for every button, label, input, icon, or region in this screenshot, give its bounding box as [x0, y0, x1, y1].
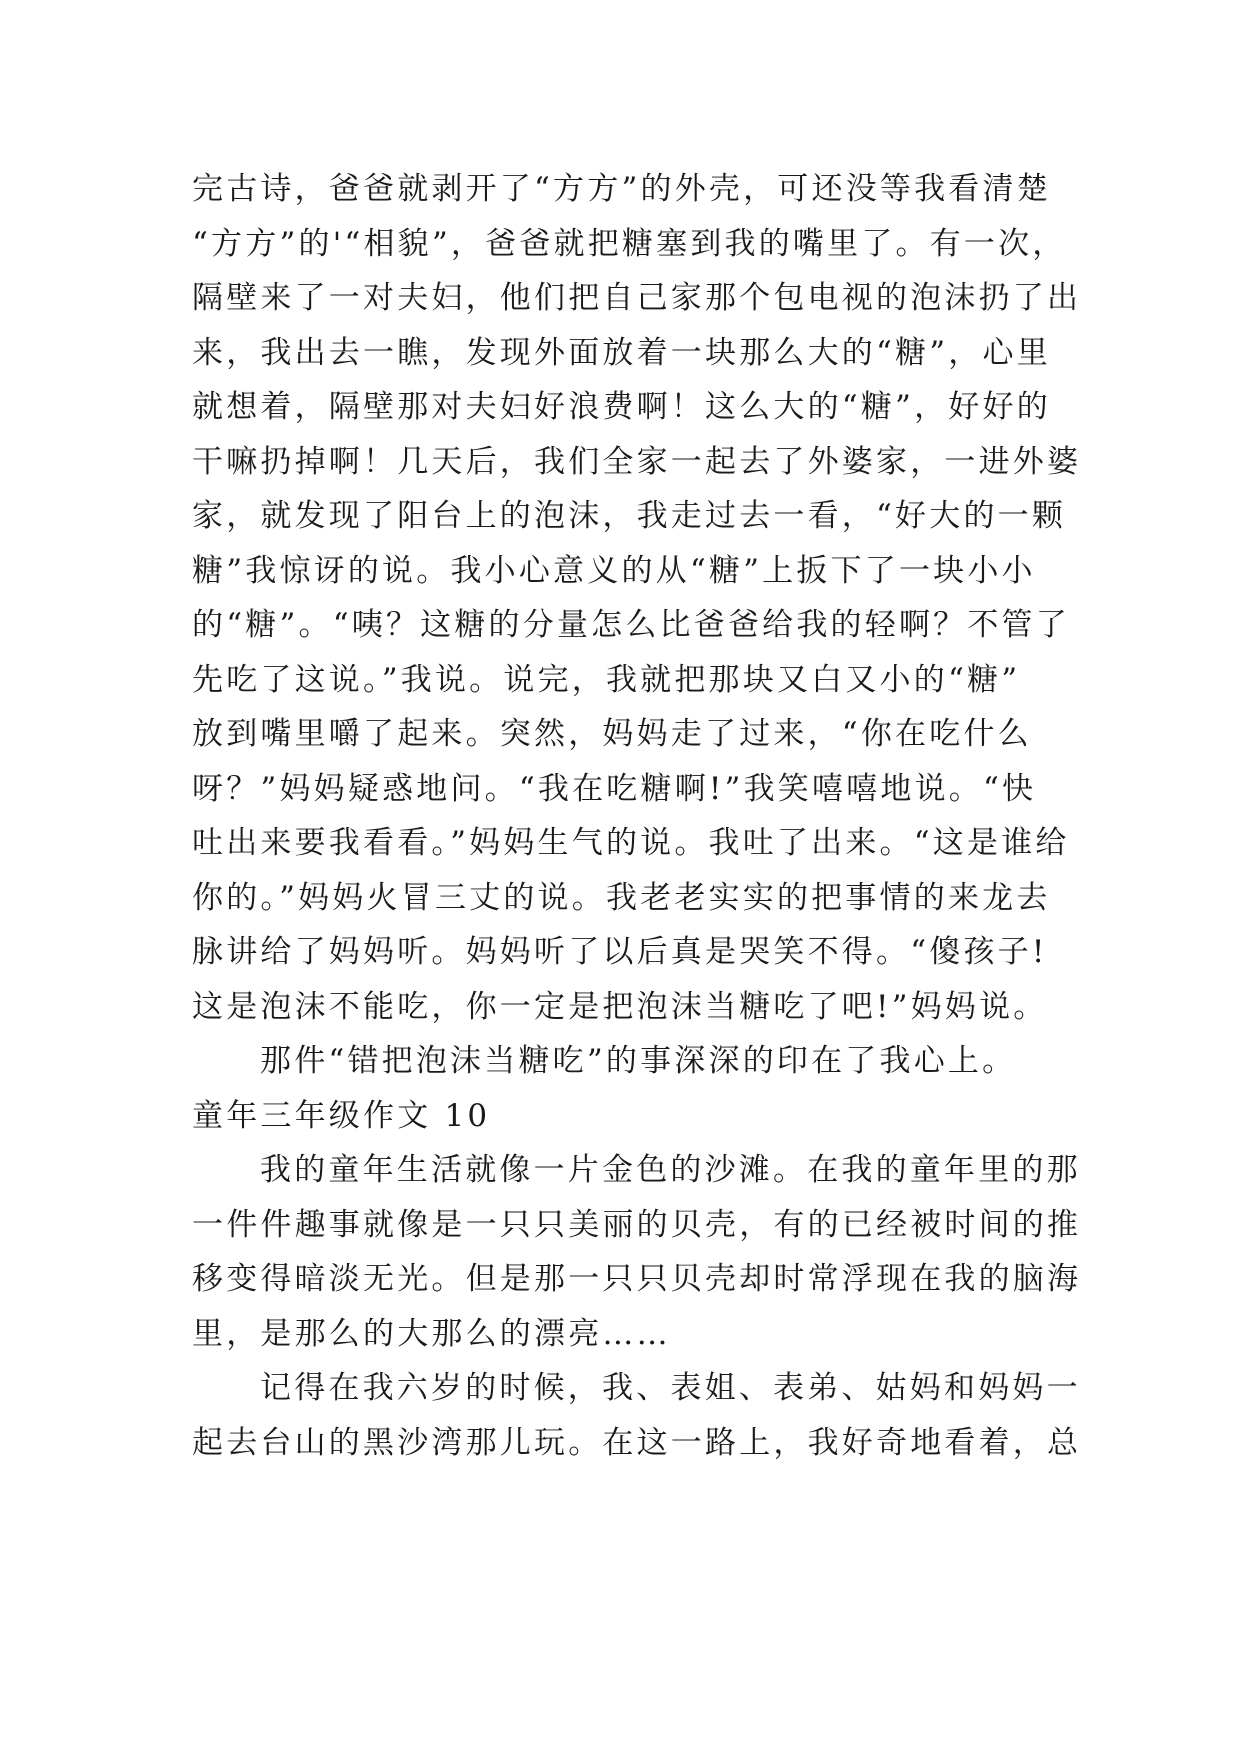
text-line: 就想着，隔壁那对夫妇好浪费啊！这么大的“糖”，好好的	[192, 389, 1051, 425]
text-line: 里，是那么的大那么的漂亮……	[192, 1315, 671, 1352]
text-line: 移变得暗淡无光。但是那一只只贝壳却时常浮现在我的脑海	[192, 1261, 1082, 1297]
text-line: 起去台山的黑沙湾那儿玩。在这一路上，我好奇地看着，总	[192, 1424, 1082, 1461]
text-line: 你的。”妈妈火冒三丈的说。我老老实实的把事情的来龙去	[192, 879, 1051, 916]
text-line: 的“糖”。“咦？这糖的分量怎么比爸爸给我的轻啊？不管了	[192, 607, 1070, 643]
text-line: 完古诗，爸爸就剥开了“方方”的外壳，可还没等我看清楚	[192, 171, 1051, 207]
text-line: 一件件趣事就像是一只只美丽的贝壳，有的已经被时间的推	[192, 1206, 1082, 1243]
text-line: 来，我出去一瞧，发现外面放着一块那么大的“糖”，心里	[192, 334, 1051, 371]
section-heading: 童年三年级作文 10	[192, 1097, 491, 1134]
paragraph-first-line: 我的童年生活就像一片金色的沙滩。在我的童年里的那	[260, 1152, 1081, 1188]
text-line: 吐出来要我看看。”妈妈生气的说。我吐了出来。“这是谁给	[192, 825, 1070, 861]
text-line: 脉讲给了妈妈听。妈妈听了以后真是哭笑不得。“傻孩子!	[192, 934, 1048, 970]
text-line: 呀？”妈妈疑惑地问。“我在吃糖啊!”我笑嘻嘻地说。“快	[192, 770, 1037, 807]
text-line: 隔壁来了一对夫妇，他们把自己家那个包电视的泡沫扔了出	[192, 280, 1082, 316]
text-line: 这是泡沫不能吃，你一定是把泡沫当糖吃了吧!”妈妈说。	[192, 988, 1048, 1025]
paragraph-first-line: 记得在我六岁的时候，我、表姐、表弟、姑妈和妈妈一	[260, 1370, 1081, 1406]
text-line: 干嘛扔掉啊！几天后，我们全家一起去了外婆家，一进外婆	[192, 443, 1082, 480]
text-line: 先吃了这说。”我说。说完，我就把那块又白又小的“糖”	[192, 661, 1021, 698]
text-line: 糖”我惊讶的说。我小心意义的从“糖”上扳下了一块小小	[192, 552, 1036, 589]
text-line: 放到嘴里嚼了起来。突然，妈妈走了过来，“你在吃什么	[192, 716, 1032, 752]
text-line: “方方”的'“相貌”，爸爸就把糖塞到我的嘴里了。有一次，	[192, 225, 1067, 262]
text-line: 家，就发现了阳台上的泡沫，我走过去一看，“好大的一颗	[192, 498, 1067, 534]
paragraph-first-line: 那件“错把泡沫当糖吃”的事深深的印在了我心上。	[260, 1043, 1017, 1079]
document-page	[192, 162, 1082, 1470]
